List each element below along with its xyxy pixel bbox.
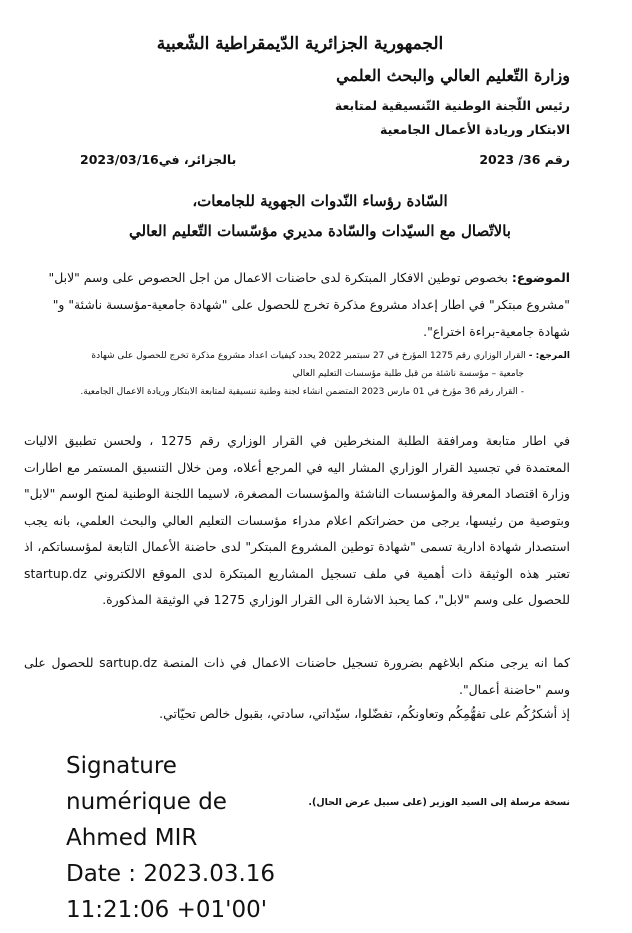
references-block [24, 347, 570, 401]
reference-line1: القرار الوزاري رقم 1275 المؤرخ في 27 سبتمبر 2022 يحدد كيفيات اعداد مشروع مذكرة تخرج للحصول على شهادة [91, 351, 526, 361]
recipient-line1: السّادة رؤساء النّدوات الجهوية للجامعات، [192, 192, 448, 210]
reference-number: رقم 36/ 2023 [479, 152, 570, 167]
copy-note: نسخة مرسلة إلى السيد الوزير (على سبيل عرض الحال). [308, 797, 570, 808]
subject-block [24, 264, 570, 345]
recipient-line2: بالاتّصال مع السيّدات والسّادة مديري مؤسّسات التّعليم العالي [129, 222, 511, 240]
signature-line1: Signature [66, 753, 177, 779]
reference-line2: جامعية – مؤسسة ناشئة من قبل طلبة مؤسسات التعليم العالي [292, 369, 524, 379]
reference-line3: - القرار رقم 36 مؤرخ في 01 مارس 2023 المتضمن انشاء لجنة وطنية تنسيقية لمتابعة الابتكار وريادة الاعمال الجامعية. [80, 387, 524, 397]
place-and-date: بالجزائر، في2023/03/16 [80, 152, 237, 167]
signature-line4: Date : 2023.03.16 [66, 861, 276, 887]
subject-text: بخصوص توطين الافكار المبتكرة لدى حاضنات الاعمال من اجل الحصوص على وسم "لابل" "مشروع مبتكر" في اطار إعداد مشروع مذكرة تخرج للحصول على "شهادة جامعية-مؤسسة ناشئة" و" شهادة جامعية-براءة اختراع". [48, 270, 570, 339]
body-paragraph1: في اطار متابعة ومرافقة الطلبة المنخرطين في القرار الوزاري رقم 1275 ، ولحسن تطبيق الاليات المعتمدة في تجسيد القرار الوزاري المشار اليه في المرجع أعلاه، ومن خلال التنسيق المستمر مع اطارات وزارة اقتصاد المعرفة والمؤسسات الناشئة والمؤسسات المصغرة، لاسيما اللجنة الوطنية لمنح الوسم "لابل" وبتوصية من رئيسها، يرجى من حضراتكم اعلام مدراء مؤسسات التعليم العالي والبحث العلمي، بانه يجب استصدار شهادة ادارية تسمى "شهادة توطين المشروع المبتكر" لدى حاضنة الأعمال التابعة لمؤسساتكم، اذ تعتبر هذه الوثيقة ذات أهمية في ملف تسجيل المشاريع المبتكرة لدى الموقع الالكتروني startup.dz للحصول على وسم "لابل"، كما يحبذ الاشارة الى القرار الوزاري 1275 في الوثيقة المذكورة. [24, 433, 570, 607]
ministry-heading: وزارة التّعليم العالي والبحث العلمي [336, 66, 570, 85]
digital-signature [66, 748, 275, 928]
sender-title-line2: الابتكار وريادة الأعمال الجامعية [380, 122, 570, 137]
subject-label: الموضوع: [511, 270, 570, 285]
republic-heading: الجمهورية الجزائرية الدّيمقراطية الشّعبية [156, 34, 444, 54]
signature-line5: 11:21:06 +01'00' [66, 897, 268, 923]
body-paragraph2: كما انه يرجى منكم ابلاغهم بضرورة تسجيل حاضنات الاعمال في ذات المنصة sartup.dz للحصول على وسم "حاضنة أعمال". [24, 655, 570, 697]
signature-line2: numérique de [66, 789, 227, 815]
sender-title-line1: رئيس اللّجنة الوطنية التّنسيقية لمتابعة [334, 98, 570, 113]
signature-line3: Ahmed MIR [66, 825, 198, 851]
references-label: المرجع: - [528, 351, 570, 361]
closing-line: إذ أشكرُكُم على تفهُّمِكُم وتعاونكُم، تفضّلوا، سيّداتي، سادتي، بقبول خالص تحيّاتي. [159, 706, 570, 721]
